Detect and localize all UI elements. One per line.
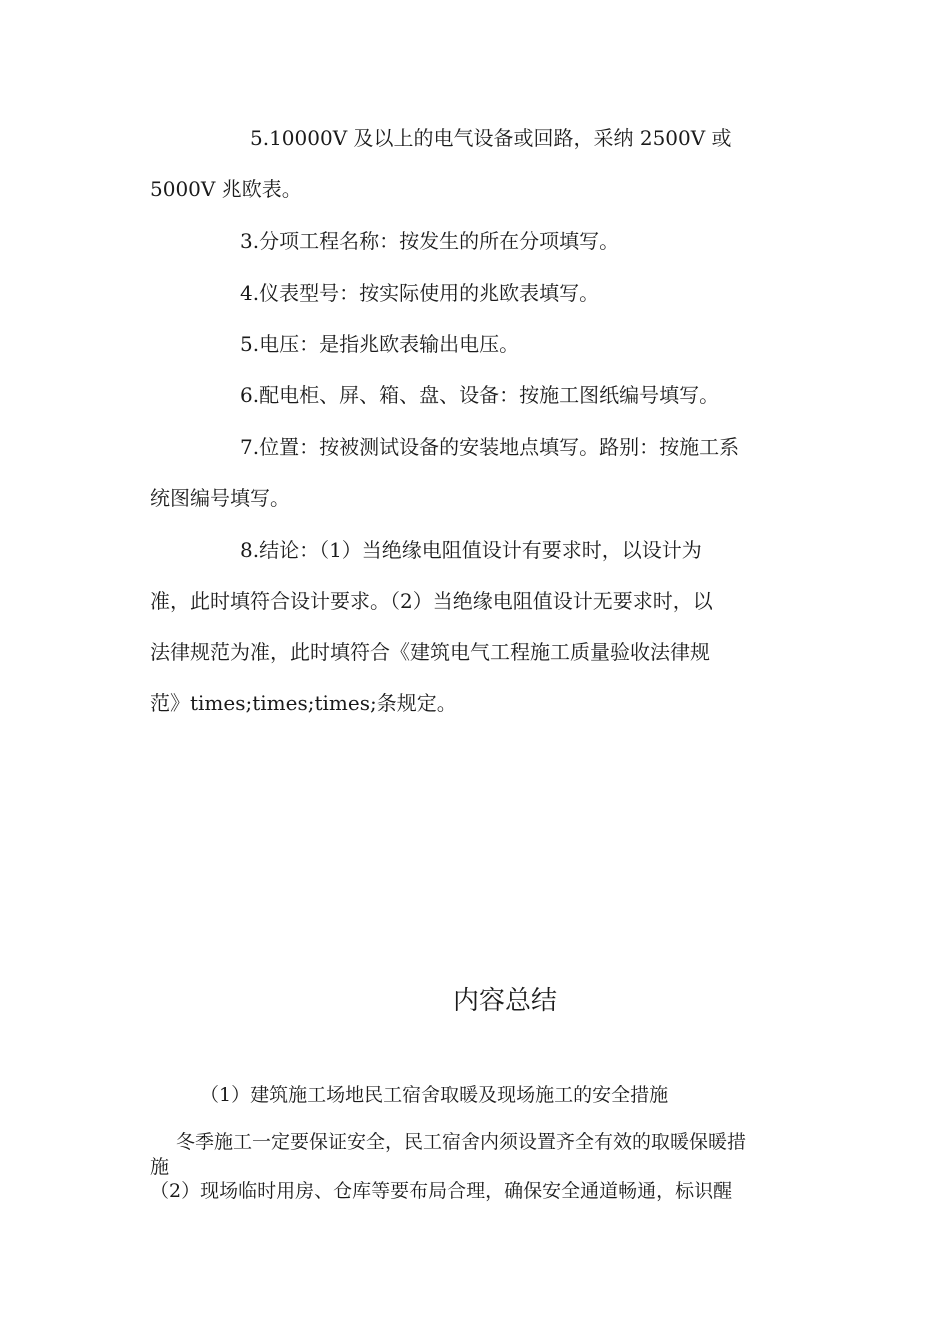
paragraph-line: 8.结论：（1）当绝缘电阻值设计有要求时，以设计为 xyxy=(240,538,702,562)
summary-line: 冬季施工一定要保证安全，民工宿舍内须设置齐全有效的取暖保暖措 xyxy=(176,1131,747,1153)
summary-line: 施 xyxy=(150,1156,170,1178)
paragraph-line: 5.10000V 及以上的电气设备或回路，采纳 2500V 或 xyxy=(250,126,732,150)
summary-line: （2）现场临时用房、仓库等要布局合理，确保安全通道畅通，标识醒 xyxy=(150,1180,733,1202)
summary-title: 内容总结 xyxy=(452,986,557,1016)
summary-line: （1）建筑施工场地民工宿舍取暖及现场施工的安全措施 xyxy=(200,1084,669,1106)
paragraph-line: 4.仪表型号：按实际使用的兆欧表填写。 xyxy=(240,281,600,305)
paragraph-line: 法律规范为准，此时填符合《建筑电气工程施工质量验收法律规 xyxy=(150,640,710,664)
paragraph-line: 范》times;times;times;条规定。 xyxy=(150,691,457,715)
paragraph-line: 5000V 兆欧表。 xyxy=(150,177,302,201)
paragraph-line: 3.分项工程名称：按发生的所在分项填写。 xyxy=(240,229,620,253)
paragraph-line: 6.配电柜、屏、箱、盘、设备：按施工图纸编号填写。 xyxy=(240,383,720,407)
paragraph-line: 准，此时填符合设计要求。（2）当绝缘电阻值设计无要求时，以 xyxy=(150,589,713,613)
paragraph-line: 5.电压：是指兆欧表输出电压。 xyxy=(240,332,520,356)
paragraph-line: 7.位置：按被测试设备的安装地点填写。路别：按施工系 xyxy=(240,435,740,459)
paragraph-line: 统图编号填写。 xyxy=(150,486,290,510)
